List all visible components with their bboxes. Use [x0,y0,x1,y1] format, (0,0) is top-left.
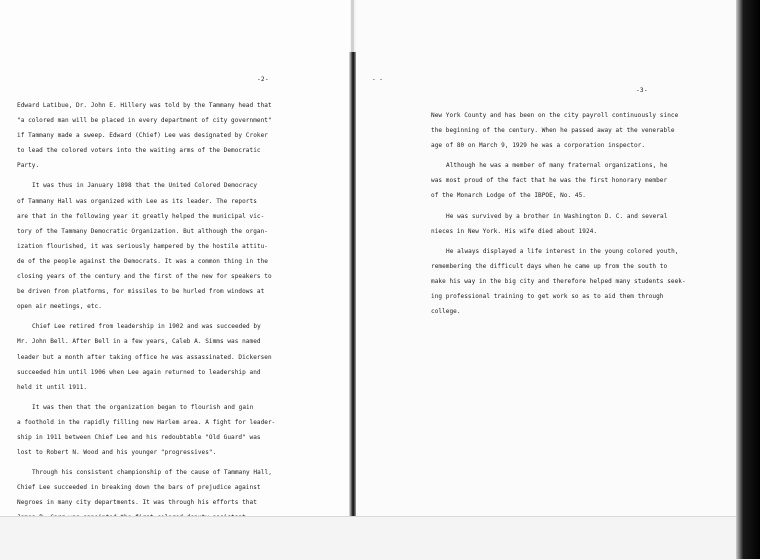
text-line: to lead the colored voters into the waiting arms of the Democratic [17,147,261,155]
page-number: -2- [257,76,269,83]
margin-mark: - - [372,76,383,83]
text-line: held it until 1911. [17,383,88,391]
text-line: ing professional training to get work so as to aid them through [431,293,664,301]
text-line: Party. [17,162,40,170]
text-line: It was thus in January 1898 that the United Colored Democracy [32,182,258,190]
text-line: Negroes in many city departments. It was through his efforts that [17,499,257,507]
text-line: succeeded him until 1906 when Lee again returned to leadership and [17,368,261,376]
text-line: of Tammany Hall was organized with Lee as its leader. The reports [17,197,257,205]
text-line: of the Monarch Lodge of the IBPOE, No. 45. [431,192,587,200]
scan-edge [736,0,760,559]
text-line: Chief Lee retired from leadership in 1902 and was succeeded by [32,323,261,331]
text-line: the beginning of the century. When he passed away at the venerable [431,127,675,135]
text-line: are that in the following year it greatly helped the municipal vic- [17,212,265,220]
text-line: ization flourished, it was seriously hampered by the hostile attitu- [17,242,268,250]
right-page [356,0,736,516]
text-line: He always displayed a life interest in the young colored youth, [446,247,679,255]
text-line: de of the people against the Democrats. It was a common thing in the [17,257,268,265]
text-line: "a colored man will be placed in every department of city government" [17,117,272,125]
page-number: -3- [636,87,648,94]
text-line: Edward Latibue, Dr. John E. Hillery was told by the Tammany head that [17,102,272,109]
text-line: age of 80 on March 9, 1929 he was a corporation inspector. [431,142,646,150]
text-line: nieces in New York. His wife died about 1924. [431,227,598,235]
text-line: remembering the difficult days when he came up from the south to [431,262,668,270]
text-line: lost to Robert N. Wood and his younger "progressives". [17,449,217,457]
text-line: Chief Lee succeeded in breaking down the bars of prejudice against [17,484,261,492]
page-gutter-top [351,0,354,56]
scan-bottom-band [0,516,736,560]
right-page-body [431,108,686,319]
text-line: He was survived by a brother in Washington D. C. and several [446,212,668,220]
left-page [0,0,350,516]
text-line: New York County and has been on the city payroll continuously since [431,112,679,119]
text-line: closing years of the century and the first of the new for speakers to [17,273,272,281]
text-line: was most proud of the fact that he was the first honorary member [431,177,668,185]
left-page-body [17,98,275,541]
text-line: leader but a month after taking office he was assassinated. Dickersen [17,353,272,361]
text-line: if Tammany made a sweep. Edward (Chief) Lee was designated by Croker [17,132,268,140]
text-line: tory of the Tammany Democratic Organization. But although the organ- [17,227,268,235]
text-line: open air meetings, etc. [17,303,102,311]
text-line: Although he was a member of many fraternal organizations, he [446,162,668,170]
text-line: ship in 1911 between Chief Lee and his redoubtable "Old Guard" was [17,433,261,441]
text-line: a foothold in the rapidly filling new Harlem area. A fight for leader- [17,418,276,426]
text-line: It was then that the organization began to flourish and gain [32,403,254,411]
text-line: make his way in the big city and therefore helped many students seek- [431,277,686,285]
text-line: Through his consistent championship of the cause of Tammany Hall, [32,469,272,477]
text-line: Mr. John Bell. After Bell in a few years, Caleb A. Simms was named [17,338,261,346]
text-line: be driven from platforms, for missiles to be hurled from windows at [17,288,265,296]
text-line: college. [431,308,461,316]
